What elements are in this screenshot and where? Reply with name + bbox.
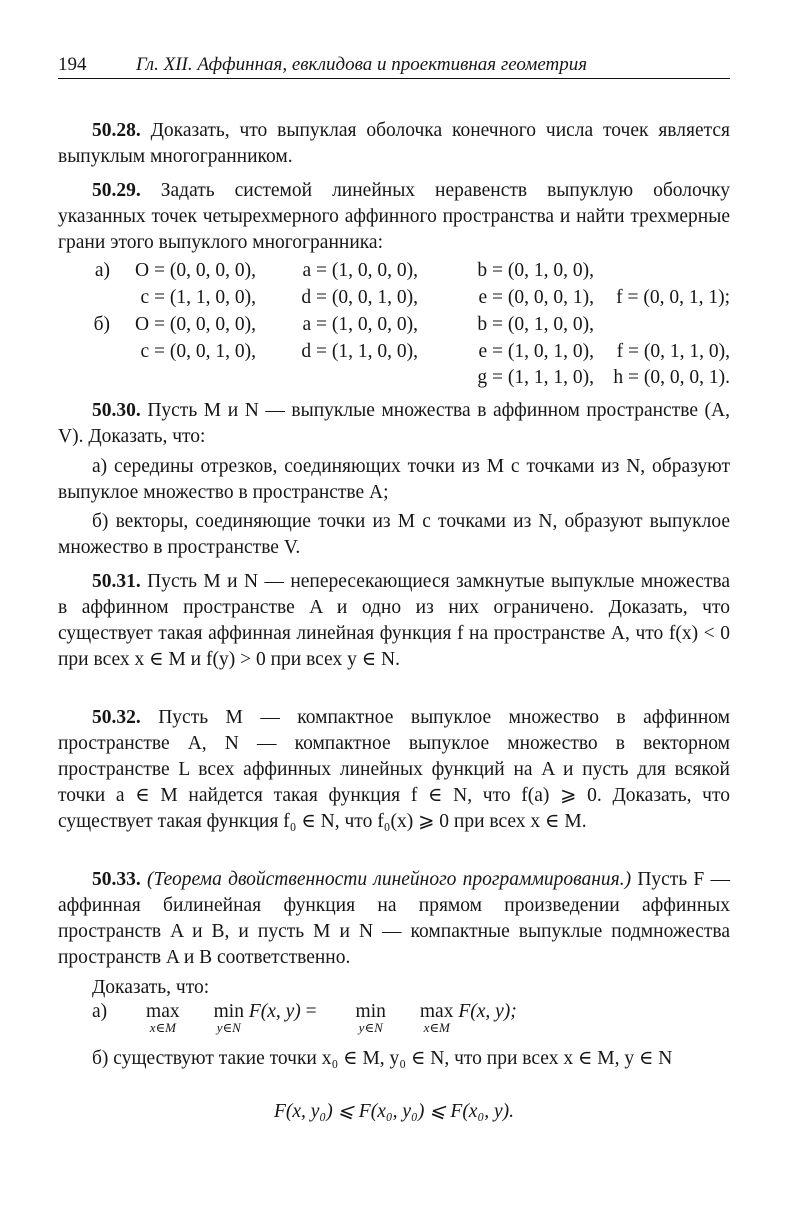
point: h = (0, 0, 0, 1).	[613, 367, 730, 389]
problem-text: Пусть M — компактное выпуклое множество в аффинном пространстве A, N — компактное выпуклое множество в векторном пространстве L всех аффинных линейных функций на A и пусть для всякой точки a ∈ M найдется такая функция f ∈ N, что f(a) ⩾ 0. Доказать, что существует такая функция f₀ ∈ N, что f₀(x) ⩾ 0 при всех x ∈ M.	[58, 707, 730, 832]
problem-number: 50.29.	[92, 180, 141, 201]
theorem-title: (Теорема двойственности линейного программирования.)	[140, 869, 632, 890]
prove-label: Доказать, что:	[92, 977, 210, 998]
point: c = (0, 0, 1, 0),	[140, 340, 256, 362]
point: O = (0, 0, 0, 0),	[135, 314, 256, 336]
max-operator	[386, 1002, 454, 1034]
op: min	[355, 1001, 386, 1022]
problem-number: 50.31.	[92, 571, 141, 592]
problem-50-29	[58, 178, 730, 256]
item-label: б)	[93, 314, 110, 336]
problem-50-30	[58, 398, 730, 450]
problem-number: 50.33.	[92, 869, 141, 890]
problem-text: Пусть F — аффинная билинейная функция на прямом произведении аффинных пространств A и B, и пусть M и N — компактные выпуклые подмножества пространств A и B соответственно.	[58, 869, 730, 968]
point: b = (0, 1, 0, 0),	[477, 314, 594, 336]
inequality-formula: F(x, y₀) ⩽ F(x₀, y₀) ⩽ F(x₀, y).	[273, 1101, 515, 1122]
point: c = (1, 1, 0, 0),	[140, 286, 256, 308]
subscript: x∈M	[149, 1020, 176, 1035]
min-operator	[322, 1002, 386, 1034]
min-operator	[180, 1002, 244, 1034]
problem-50-33	[58, 867, 730, 971]
problem-text: Задать системой линейных неравенств выпуклую оболочку указанных точек четырехмерного аффинного пространства и найти трехмерные грани этого выпуклого многогранника:	[58, 180, 730, 253]
point: a = (1, 0, 0, 0),	[302, 260, 418, 282]
point: d = (1, 1, 0, 0),	[301, 340, 418, 362]
point: e = (0, 0, 0, 1),	[478, 286, 594, 308]
point: e = (1, 0, 1, 0),	[478, 340, 594, 362]
problem-50-33-b: б) существуют такие точки x₀ ∈ M, y₀ ∈ N, что при всех x ∈ M, y ∈ N	[92, 1048, 673, 1069]
problem-text: Пусть M и N — выпуклые множества в аффинном пространстве (A, V). Доказать, что:	[58, 400, 730, 447]
point: f = (0, 0, 1, 1);	[616, 286, 730, 308]
item-label: а)	[92, 1001, 108, 1022]
problem-50-30-a: а) середины отрезков, соединяющих точки из M с точками из N, образуют выпуклое множество в пространстве A;	[58, 456, 730, 503]
point	[594, 258, 730, 285]
point: O = (0, 0, 0, 0),	[135, 260, 256, 282]
point: b = (0, 1, 0, 0),	[477, 260, 594, 282]
problem-number: 50.30.	[92, 400, 141, 421]
point-set-b	[58, 312, 730, 392]
problem-50-30-b: б) векторы, соединяющие точки из M с точками из N, образуют выпуклое множество в пространстве V.	[58, 511, 730, 558]
problem-number: 50.32.	[92, 707, 141, 728]
op: max	[146, 1001, 180, 1022]
point: f = (0, 1, 1, 0),	[616, 340, 730, 362]
problem-50-31	[58, 569, 730, 673]
problem-text: Доказать, что выпуклая оболочка конечного числа точек является выпуклым многогранником.	[58, 120, 730, 167]
point: a = (1, 0, 0, 0),	[302, 314, 418, 336]
point: g = (1, 1, 1, 0),	[477, 367, 594, 389]
page-number: 194	[58, 54, 87, 75]
running-title: Гл. XII. Аффинная, евклидова и проективная геометрия	[136, 54, 588, 75]
item-label: а)	[94, 260, 110, 282]
equals: =	[300, 1001, 322, 1022]
op: max	[419, 1001, 454, 1022]
point-set-a	[58, 258, 730, 311]
point: d = (0, 0, 1, 0),	[301, 286, 418, 308]
subscript: x∈M	[423, 1020, 450, 1035]
expression: F(x, y)	[248, 1001, 301, 1022]
problem-text: Пусть M и N — непересекающиеся замкнутые выпуклые множества в аффинном пространстве A и одно из них ограничено. Доказать, что существует такая аффинная линейная функция f на пространстве A, что f(x) < 0 при всех x ∈ M и f(y) > 0 при всех y ∈ N.	[58, 571, 730, 670]
op: min	[213, 1001, 244, 1022]
point	[594, 312, 730, 339]
max-operator	[112, 1002, 180, 1034]
problem-50-33-a	[58, 1002, 730, 1034]
subscript: y∈N	[216, 1020, 241, 1035]
subscript: y∈N	[358, 1020, 383, 1035]
running-header	[58, 52, 730, 79]
problem-number: 50.28.	[92, 120, 141, 141]
expression: F(x, y);	[458, 1001, 517, 1022]
problem-50-28	[58, 118, 730, 170]
problem-50-32	[58, 705, 730, 835]
